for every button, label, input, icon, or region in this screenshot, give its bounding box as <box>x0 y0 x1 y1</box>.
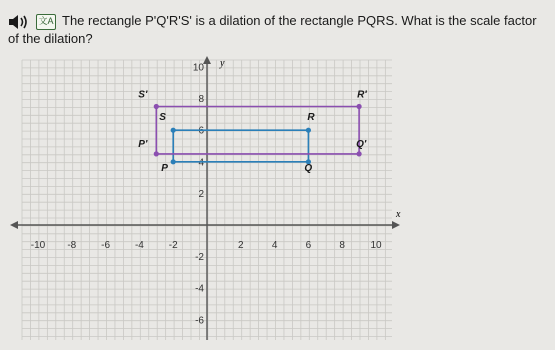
translate-icon[interactable]: 文A <box>36 14 56 30</box>
x-tick-label: -6 <box>101 240 111 251</box>
y-tick-label: -4 <box>195 283 204 295</box>
y-tick-label: -2 <box>195 252 204 264</box>
x-tick-label: -4 <box>134 240 144 251</box>
y-axis-label: y <box>220 58 225 69</box>
vertex-label-s: S <box>159 112 166 124</box>
y-tick-label: 10 <box>192 62 204 74</box>
x-axis-arrow-right <box>392 221 400 229</box>
x-tick-label: -2 <box>168 240 178 251</box>
x-tick-label: -10 <box>30 240 46 251</box>
question-text: The rectangle P'Q'R'S' is a dilation of the rectangle PQRS. What is the scale factor of the dilation? <box>8 13 537 46</box>
y-tick-label: 8 <box>198 94 204 106</box>
vertex-label-p: P <box>161 162 168 174</box>
rectangle-pqrs <box>173 130 308 162</box>
x-tick-label: 4 <box>271 240 278 251</box>
y-tick-label: 6 <box>198 125 204 137</box>
x-tick-label: 8 <box>339 240 345 251</box>
vertex-point <box>171 128 176 133</box>
vertex-point <box>357 151 362 156</box>
rectangles <box>154 104 362 164</box>
vertex-label-q: Q <box>304 162 313 174</box>
x-tick-label: 10 <box>370 240 382 251</box>
vertex-point <box>357 104 362 109</box>
vertex-label-r-prime: R' <box>357 89 367 101</box>
x-axis-arrow-left <box>10 221 18 229</box>
x-tick-label: -8 <box>67 240 77 251</box>
vertex-point <box>171 159 176 164</box>
y-tick-label: -6 <box>195 315 204 327</box>
vertex-label-r: R <box>307 112 315 124</box>
x-tick-label: 6 <box>305 240 312 251</box>
vertex-point <box>154 104 159 109</box>
vertex-point <box>306 128 311 133</box>
x-tick-label: 2 <box>238 240 244 251</box>
vertex-label-q-prime: Q' <box>356 138 367 150</box>
y-tick-label: 2 <box>198 188 204 200</box>
vertex-label-p-prime: P' <box>138 138 148 150</box>
vertex-point <box>154 151 159 156</box>
vertex-label-s-prime: S' <box>138 89 148 101</box>
y-tick-label: 4 <box>198 157 204 169</box>
x-axis-label: x <box>396 209 401 220</box>
